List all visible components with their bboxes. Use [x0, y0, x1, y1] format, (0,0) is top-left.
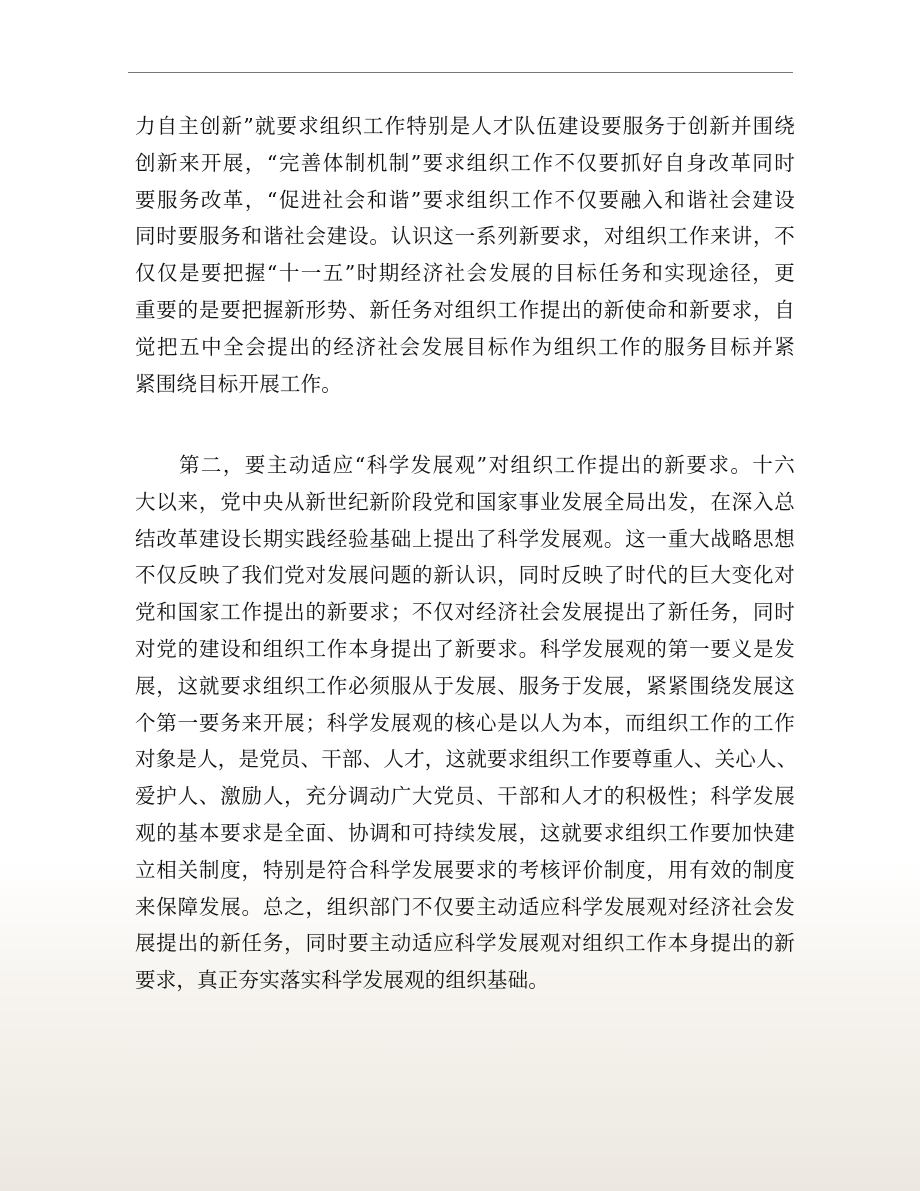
text-line: 来保障发展。总之，组织部门不仅要主动适应科学发展观对经济社会发 — [135, 894, 795, 919]
text-line: 对党的建设和组织工作本身提出了新要求。科学发展观的第一要义是发 — [135, 636, 795, 661]
text-line: 要求，真正夯实落实科学发展观的组织基础。 — [135, 968, 549, 993]
text-line: 创新来开展，“完善体制机制”要求组织工作不仅要抓好自身改革同时 — [135, 150, 795, 175]
text-line: 大以来，党中央从新世纪新阶段党和国家事业发展全局出发，在深入总 — [135, 489, 795, 514]
text-line: 展，这就要求组织工作必须服从于发展、服务于发展，紧紧围绕发展这 — [135, 673, 795, 698]
text-line: 爱护人、激励人，充分调动广大党员、干部和人才的积极性；科学发展 — [135, 784, 795, 809]
text-line: 对象是人，是党员、干部、人才，这就要求组织工作要尊重人、关心人、 — [135, 747, 798, 772]
text-line: 同时要服务和谐社会建设。认识这一系列新要求，对组织工作来讲，不 — [135, 224, 795, 249]
text-line: 展提出的新任务，同时要主动适应科学发展观对组织工作本身提出的新 — [135, 931, 795, 956]
text-line: 觉把五中全会提出的经济社会发展目标作为组织工作的服务目标并紧 — [135, 334, 795, 359]
text-line: 观的基本要求是全面、协调和可持续发展，这就要求组织工作要加快建 — [135, 820, 795, 845]
text-line: 不仅反映了我们党对发展问题的新认识，同时反映了时代的巨大变化对 — [135, 563, 795, 588]
text-line: 党和国家工作提出的新要求；不仅对经济社会发展提出了新任务，同时 — [135, 600, 795, 625]
text-line: 重要的是要把握新形势、新任务对组织工作提出的新使命和新要求，自 — [135, 297, 795, 322]
paragraph-2 — [135, 447, 798, 999]
text-line: 立相关制度，特别是符合科学发展要求的考核评价制度，用有效的制度 — [135, 857, 795, 882]
text-line: 第二，要主动适应“科学发展观”对组织工作提出的新要求。十六 — [135, 453, 795, 477]
header-rule — [128, 72, 793, 73]
text-line: 个第一要务来开展；科学发展观的核心是以人为本，而组织工作的工作 — [135, 710, 795, 735]
text-line: 要服务改革，“促进社会和谐”要求组织工作不仅要融入和谐社会建设 — [135, 187, 795, 212]
text-line: 紧围绕目标开展工作。 — [135, 371, 342, 396]
text-line: 仅仅是要把握“十一五”时期经济社会发展的目标任务和实现途径，更 — [135, 261, 795, 286]
text-line: 力自主创新”就要求组织工作特别是人才队伍建设要服务于创新并围绕 — [135, 114, 795, 138]
text-line: 结改革建设长期实践经验基础上提出了科学发展观。这一重大战略思想 — [135, 526, 795, 551]
paragraph-1 — [135, 108, 795, 402]
